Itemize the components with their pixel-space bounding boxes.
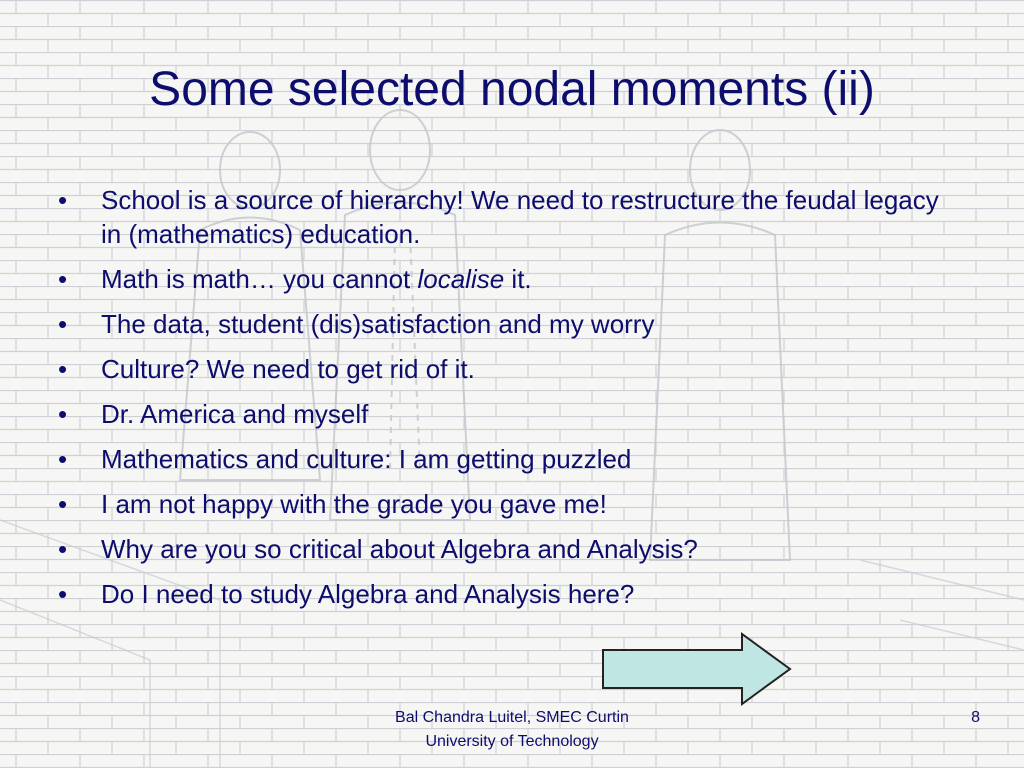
bullet-item: • Dr. America and myself [58, 397, 958, 431]
bullet-item: • The data, student (dis)satisfaction and my worry [58, 307, 958, 341]
bullet-emphasis: localise [417, 264, 505, 294]
footer-author-line: University of Technology [425, 733, 599, 750]
bullet-item: • Why are you so critical about Algebra and Analysis? [58, 532, 958, 566]
slide-title: Some selected nodal moments (ii) [149, 63, 875, 116]
bullet-item: • I am not happy with the grade you gave me! [58, 487, 958, 521]
bullet-item: • Mathematics and culture: I am getting puzzled [58, 442, 958, 476]
bullet-list [58, 183, 958, 622]
footer-author-line: Bal Chandra Luitel, SMEC Curtin [395, 709, 629, 726]
right-arrow-icon[interactable] [602, 632, 792, 706]
bullet-item: • Do I need to study Algebra and Analysis here? [58, 577, 958, 611]
bullet-text: Math is math… you cannot [101, 264, 418, 294]
bullet-item [58, 262, 958, 296]
bullet-item: • School is a source of hierarchy! We need to restructure the feudal legacy in (mathematics) education. [58, 183, 958, 251]
bullet-text: it. [504, 264, 532, 294]
slide-number: 8 [971, 709, 980, 726]
footer-author [312, 706, 712, 754]
bullet-item: • Culture? We need to get rid of it. [58, 352, 958, 386]
